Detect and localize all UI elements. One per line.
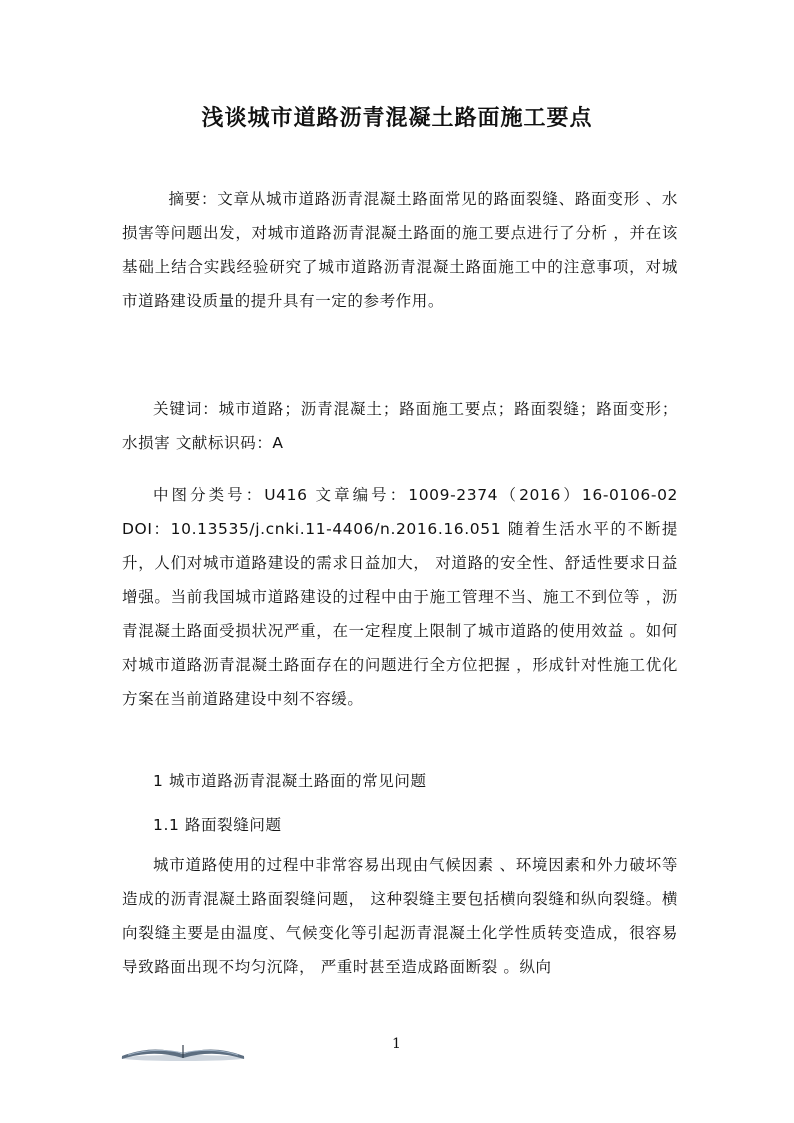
open-book-logo-icon <box>118 1040 248 1062</box>
body-paragraph: 城市道路使用的过程中非常容易出现由气候因素 、环境因素和外力破坏等造成的沥青混凝土路面裂缝问题， 这种裂缝主要包括横向裂缝和纵向裂缝。横向裂缝主要是由温度、气候变化等引起沥青混凝土化学性质转变造成，很容易导致路面出现不均匀沉降， 严重时甚至造成路面断裂 。纵向 <box>122 856 678 976</box>
page-number: 1 <box>392 1036 401 1052</box>
abstract-paragraph: 摘要：文章从城市道路沥青混凝土路面常见的路面裂缝、路面变形 、水损害等问题出发，对城市道路沥青混凝土路面的施工要点进行了分析 ，并在该基础上结合实践经验研究了城市道路沥青混凝土路面施工中的注意事项，对城市道路建设质量的提升具有一定的参考作用。 <box>122 190 678 310</box>
section-heading: 1 城市道路沥青混凝土路面的常见问题 <box>153 772 427 790</box>
subsection-heading: 1.1 路面裂缝问题 <box>153 816 282 834</box>
keywords-paragraph: 关键词：城市道路；沥青混凝土；路面施工要点；路面裂缝；路面变形；水损害 文献标识码：A <box>122 400 678 452</box>
classification-intro-paragraph: 中图分类号：U416 文章编号：1009-2374（2016）16-0106-02 DOI：10.13535/j.cnki.11-4406/n.2016.16.051 随着生活水平的不断提升，人们对城市道路建设的需求日益加大， 对道路的安全性、舒适性要求日益增强。当前我国城市道路建设的过程中由于施工管理不当、施工不到位等 ，沥青混凝土路面受损状况严重，在一定程度上限制了城市道路的使用效益 。如何对城市道路沥青混凝土路面存在的问题进行全方位把握 ，形成针对性施工优化方案在当前道路建设中刻不容缓。 <box>122 486 678 708</box>
document-title: 浅谈城市道路沥青混凝土路面施工要点 <box>201 106 593 131</box>
